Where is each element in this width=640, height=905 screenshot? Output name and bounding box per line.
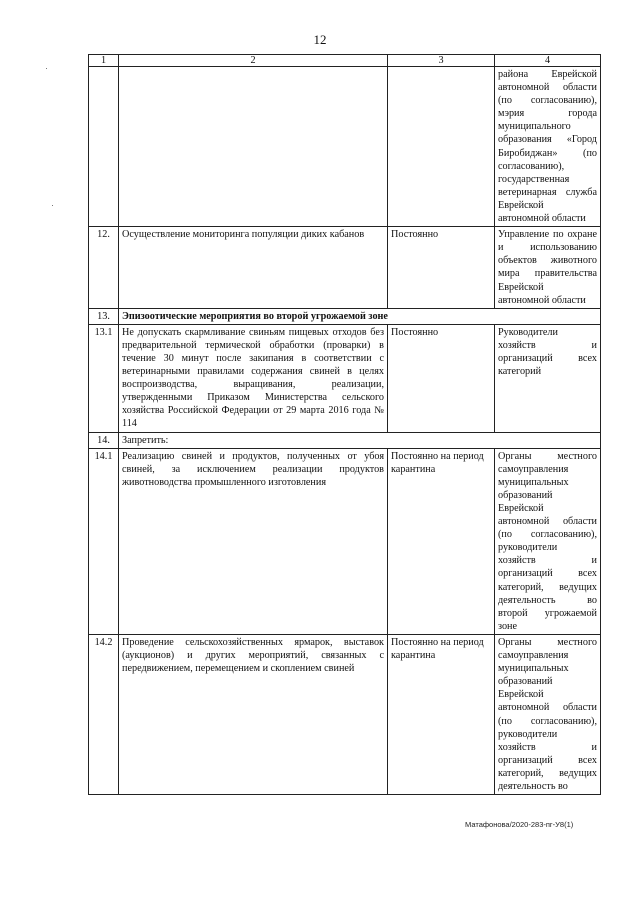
measures-table (88, 54, 601, 795)
responsible-cell: Органы местного самоуправления муниципальных образований Еврейской автономной области (по согласованию), руководители хозяйств и организаций всех категорий, ведущих деятельность во второй угрожаемой зоне (495, 448, 601, 634)
responsible-cell: Руководители хозяйств и организаций всех категорий (495, 324, 601, 432)
term-cell: Постоянно на период карантина (388, 634, 495, 794)
page-number: 12 (313, 32, 327, 47)
row-number-cell: 14.2 (89, 634, 119, 794)
column-header: 2 (119, 55, 388, 67)
table-row (89, 67, 601, 227)
measure-cell: Реализацию свиней и продуктов, полученных от убоя свиней, за исключением реализации продуктов животноводства промышленного изготовления (119, 448, 388, 634)
table-section-row (89, 308, 601, 324)
column-header: 1 (89, 55, 119, 67)
document-code-footer: Матафонова/2020-283-пг-У8(1) (465, 820, 574, 829)
scan-speck (52, 205, 53, 206)
measure-cell: Проведение сельскохозяйственных ярмарок, выставок (аукционов) и других мероприятий, связанных с передвижением, перемещением и скоплением свиней (119, 634, 388, 794)
column-header: 4 (495, 55, 601, 67)
measure-cell: Осуществление мониторинга популяции диких кабанов (119, 227, 388, 309)
column-header: 3 (388, 55, 495, 67)
responsible-cell: Управление по охране и использованию объектов животного мира правительства Еврейской автономной области (495, 227, 601, 309)
table-row (89, 448, 601, 634)
term-cell (388, 67, 495, 227)
table-section-row (89, 432, 601, 448)
scan-speck (46, 68, 47, 69)
term-cell: Постоянно (388, 324, 495, 432)
responsible-cell: Органы местного самоуправления муниципальных образований Еврейской автономной области (по согласованию), руководители хозяйств и организаций всех категорий, ведущих деятельность во (495, 634, 601, 794)
term-cell: Постоянно (388, 227, 495, 309)
section-heading-cell: Запретить: (119, 432, 601, 448)
measure-cell (119, 67, 388, 227)
row-number-cell: 13.1 (89, 324, 119, 432)
table-row (89, 634, 601, 794)
row-number-cell: 14.1 (89, 448, 119, 634)
table-row (89, 227, 601, 309)
section-heading-cell: Эпизоотические мероприятия во второй угрожаемой зоне (119, 308, 601, 324)
table-header-row (89, 55, 601, 67)
row-number-cell: 13. (89, 308, 119, 324)
row-number-cell (89, 67, 119, 227)
table-row (89, 324, 601, 432)
term-cell: Постоянно на период карантина (388, 448, 495, 634)
row-number-cell: 14. (89, 432, 119, 448)
row-number-cell: 12. (89, 227, 119, 309)
measure-cell: Не допускать скармливание свиньям пищевых отходов без предварительной термической обработки (проварки) в течение 30 минут после закипания в соответствии с ветеринарными правилами содержания свиней в целях воспроизводства, выращивания, реализации, утвержденными Приказом Министерства сельского хозяйства Российской Федерации от 29 марта 2016 года № 114 (119, 324, 388, 432)
responsible-cell: района Еврейской автономной области (по согласованию), мэрия города муниципального образования «Город Биробиджан» (по согласованию), государственная ветеринарная служба Еврейской автономной области (495, 67, 601, 227)
